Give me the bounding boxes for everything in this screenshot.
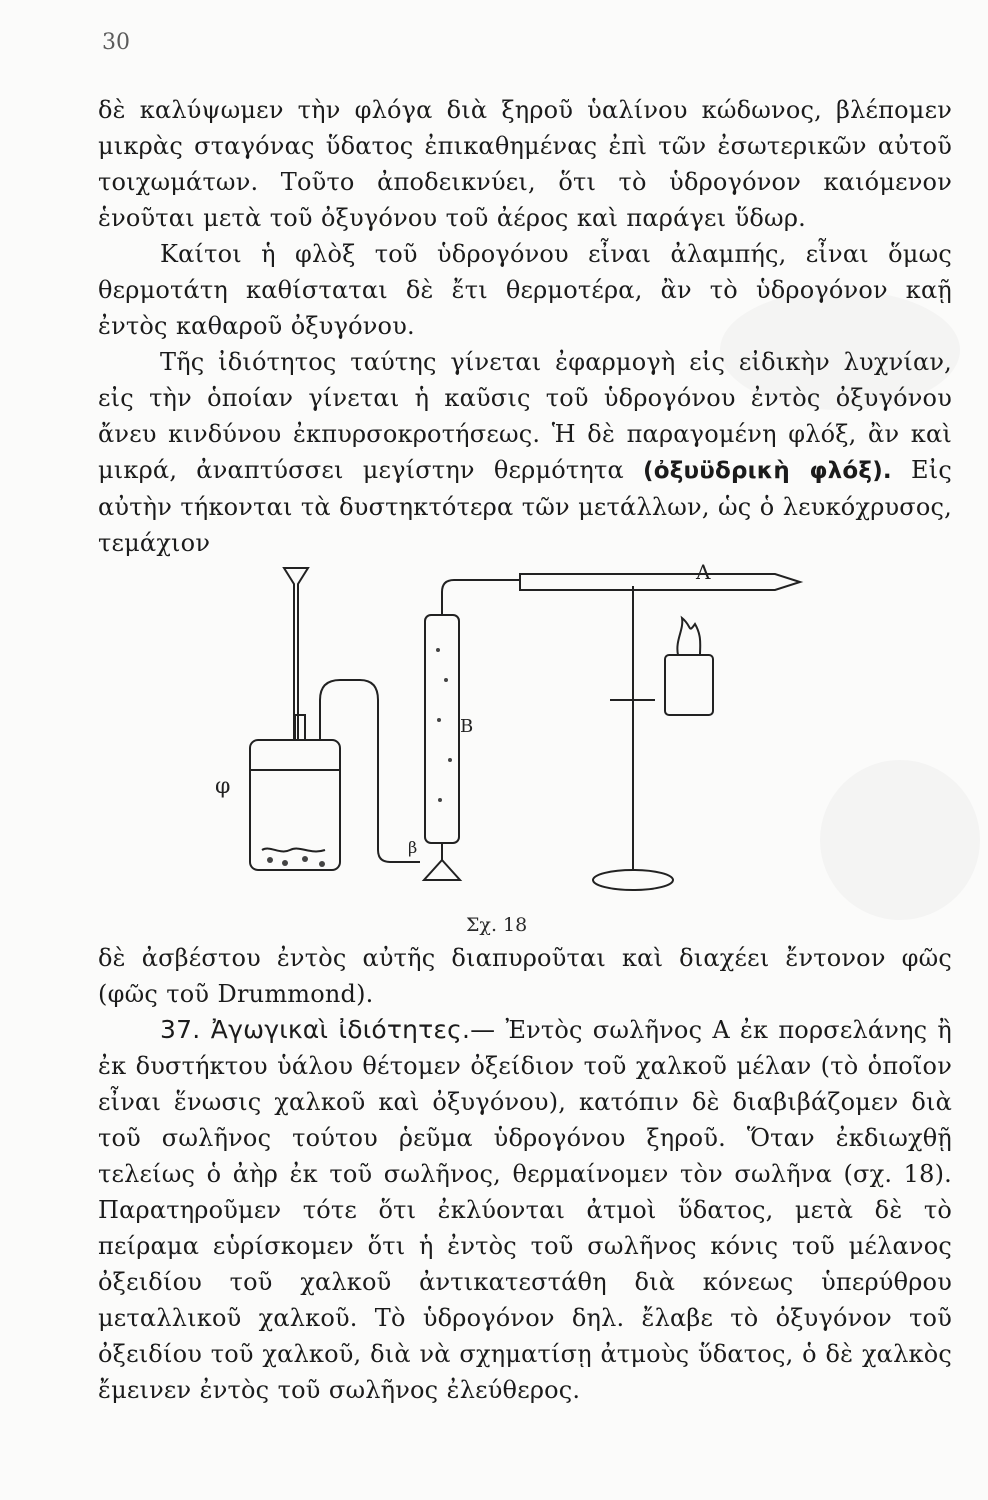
granule [267,857,273,863]
bottom-text-block [98,940,952,1408]
top-text-block [98,92,952,561]
drying-agent-particle [448,758,452,762]
page-number: 30 [102,30,130,55]
drying-agent-particle [437,718,441,722]
apparatus-illustration [210,560,830,910]
bottle-neck [295,715,305,740]
paragraph-3 [98,344,952,561]
paragraph-2: Καίτοι ἡ φλὸξ τοῦ ὑδρογόνου εἶναι ἀλαμπής, εἶναι ὅμως θερμοτάτη καθίσταται δὲ ἔτι θερμοτέρα, ἂν τὸ ὑδρογόνον καῇ ἐντὸς καθαροῦ ὀξυγόνου. [98,240,952,340]
granule [282,860,288,866]
section-37-text: Ἐντὸς σωλῆνος Α ἐκ πορσελάνης ἢ ἐκ δυστήκτου ὑάλου θέτομεν ὀξείδιον τοῦ χαλκοῦ μέλαν (τὸ ὁποῖον εἶναι ἕνωσις χαλκοῦ καὶ ὀξυγόνου), κατόπιν δὲ διαβιβάζομεν διὰ τοῦ σωλῆνος τούτου ῥεῦμα ὑδρογόνου ξηροῦ. Ὅταν ἐκδιωχθῇ τελείως ὁ ἀὴρ ἐκ τοῦ σωλῆνος, θερμαίνομεν τὸν σωλῆνα (σχ. 18). Παρατηροῦμεν τότε ὅτι ἐκλύονται ἀτμοὶ ὕδατος, μετὰ δὲ τὸ πείραμα εὑρίσκομεν ὅτι ἡ ἐντὸς τοῦ σωλῆνος κόνις τοῦ μέλανος ὀξειδίου τοῦ χαλκοῦ ἀντικατεστάθη διὰ κόνεως ὑπερύθρου μεταλλικοῦ χαλκοῦ. Τὸ ὑδρογόνον δηλ. ἔλαβε τὸ ὀξυγόνον τοῦ ὀξειδίου τοῦ χαλκοῦ, διὰ νὰ σχηματίσῃ ἀτμοὺς ὕδατος, ὁ δὲ χαλκὸς ἔμεινεν ἐντὸς τοῦ σωλῆνος ἐλεύθερος. [98,1016,952,1404]
figure-caption: Σχ. 18 [466,914,528,936]
combustion-tube-a [520,574,800,590]
paragraph-3-text-end: Εἰς αὐτὴν τήκονται τὰ δυστηκτότερα τῶν μετάλλων, ὡς ὁ λευκόχρυσος, τεμάχιον [98,456,952,557]
drying-agent-particle [444,678,448,682]
burner-lamp [665,655,713,715]
granule [319,861,325,867]
oxyhydrogen-flame-term: (ὀξυϋδρικὴ φλόξ). [643,458,892,484]
paper-smudge [820,760,980,920]
label-a: A [696,560,711,584]
section-37-paragraph [98,1012,952,1408]
gas-generator-bottle [250,740,340,870]
granule [302,856,308,862]
drying-agent-particle [438,798,442,802]
tower-outlet-tube [442,580,520,615]
section-heading: 37. Ἀγωγικαὶ ἰδιότητες.— [160,1015,496,1044]
drying-tower-tube [425,615,459,843]
paragraph-continued: δὲ ἀσβέστου ἐντὸς αὐτῆς διαπυροῦται καὶ διαχέει ἔντονον φῶς (φῶς τοῦ Drummond). [98,944,952,1008]
label-phi: φ [215,774,231,799]
label-small-b: β [408,838,418,857]
label-b: B [460,716,474,737]
drying-tower-base [424,843,460,880]
burner-flame [677,618,700,655]
granules [262,849,325,852]
stand-base [593,870,673,890]
drying-agent-particle [436,648,440,652]
paragraph-1: δὲ καλύψωμεν τὴν φλόγα διὰ ξηροῦ ὑαλίνου κώδωνος, βλέπομεν μικρὰς σταγόνας ὕδατος ἐπικαθημένας ἐπὶ τῶν ἐσωτερικῶν αὐτοῦ τοιχωμάτων. Τοῦτο ἀποδεικνύει, ὅτι τὸ ὑδρογόνον καιόμενον ἑνοῦται μετὰ τοῦ ὀξυγόνου τοῦ ἀέρος καὶ παράγει ὕδωρ. [98,96,952,232]
figure-18 [210,560,830,910]
paragraph-3-text-start: Τῆς ἰδιότητος ταύτης γίνεται ἐφαρμογὴ εἰς εἰδικὴν λυχνίαν, εἰς τὴν ὁποίαν γίνεται ἡ καῦσις τοῦ ὑδρογόνου ἐντὸς ὀξυγόνου ἄνευ κινδύνου ἐκπυρσοκροτήσεως. Ἡ δὲ παραγομένη φλόξ, ἂν καὶ μικρά, ἀναπτύσσει μεγίστην θερμότητα [98,348,952,484]
